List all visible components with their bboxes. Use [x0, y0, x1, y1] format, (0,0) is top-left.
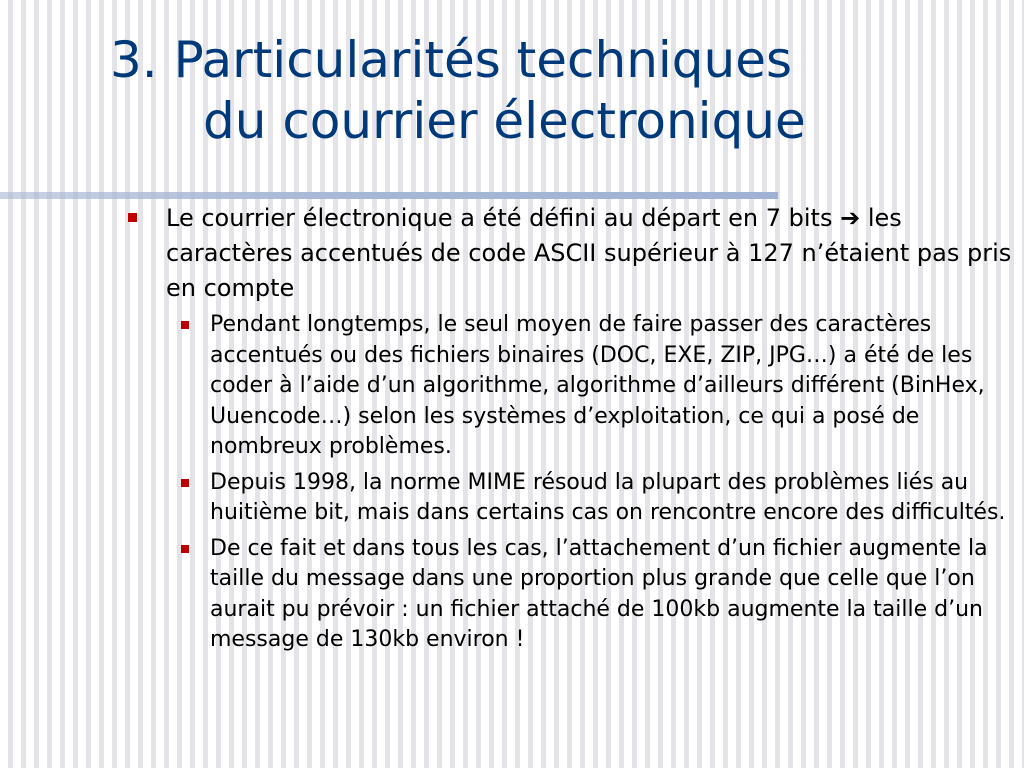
slide-title-line1: 3. Particularités techniques: [110, 31, 793, 89]
square-bullet-icon: [181, 321, 189, 329]
sub-bullet-point: [122, 534, 1012, 656]
square-bullet-icon: [181, 479, 189, 487]
slide-body: [122, 201, 1012, 661]
right-arrow-icon: ➔: [840, 204, 861, 232]
sub-point-text: Pendant longtemps, le seul moyen de faire passer des caractères accentués ou des fichiers binaires (DOC, EXE, ZIP, JPG…) a été de les coder à l’aide d’un algorithme, algorithme d’ailleurs différent (BinHex, Uuencode…) selon les systèmes d’exploitation, ce qui a posé de nombreux problèmes.: [210, 312, 985, 459]
slide-title: [110, 30, 1010, 152]
sub-bullet-point: [122, 468, 1012, 529]
main-bullet-point: [122, 201, 1012, 656]
main-point-text-after: les caractères accentués de code ASCII supérieur à 127 n’étaient pas pris en compte: [166, 204, 1012, 302]
square-bullet-icon: [181, 545, 189, 553]
title-divider: [0, 192, 778, 199]
sub-point-text: De ce fait et dans tous les cas, l’attachement d’un fichier augmente la taille du message dans une proportion plus grande que celle que l’on aurait pu prévoir : un fichier attaché de 100kb augmente la taille d’un message de 130kb environ !: [210, 535, 988, 652]
sub-point-text: Depuis 1998, la norme MIME résoud la plupart des problèmes liés au huitième bit, mais dans certains cas on rencontre encore des difficultés.: [210, 469, 1006, 525]
main-point-text-before: Le courrier électronique a été défini au départ en 7 bits: [166, 204, 841, 232]
bullet-list: [122, 201, 1012, 656]
slide-title-line2: du courrier électronique: [203, 92, 806, 150]
sub-bullet-point: [122, 310, 1012, 463]
sub-bullet-list: [166, 310, 1012, 656]
square-bullet-icon: [128, 213, 137, 222]
